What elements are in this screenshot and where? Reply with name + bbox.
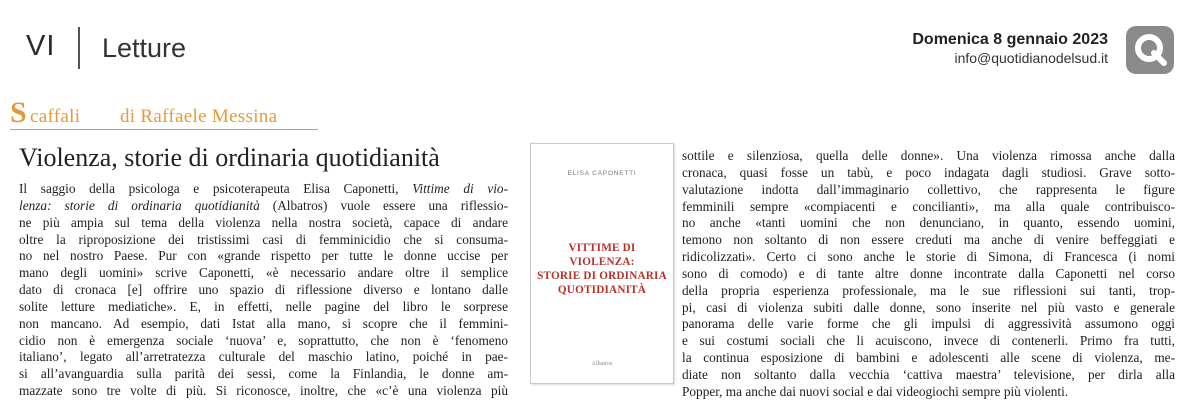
text-line: italiano’, legato all’arretratezza culturale del maschio latino, poiché in pae- [19, 349, 508, 365]
publication-date: Domenica 8 gennaio 2023 [912, 31, 1108, 48]
article-headline: Violenza, storie di ordinaria quotidianità [19, 143, 440, 172]
text-line: sono di comodo) e di tante altre donne incontrate dalla Caponetti nel corso [682, 265, 1175, 281]
rubric-name: caffali [30, 106, 81, 127]
text-line: temono non soltanto di non essere creduti ma anche di venire beffeggiati e [682, 232, 1175, 248]
book-publisher: Albatros [591, 361, 613, 367]
rubric-initial: S [10, 96, 27, 129]
book-title-line: STORIE DI ORDINARIA [537, 270, 667, 282]
text-line: non mancano. Ad esempio, dati Istat alla mano, si scopre che il femmini- [19, 315, 508, 331]
column-rubric [10, 96, 318, 129]
text-line: e sui costumi sociali che li acuiscono, invece di contenerli. Primo fra tutti, [682, 333, 1175, 349]
text-line: ne più ampia sul tema della violenza nella nostra società, capace di andare [19, 214, 508, 230]
book-title-line: VITTIME DI VIOLENZA: [568, 242, 636, 268]
text-line: la continua esposizione di bambini e adolescenti alle scene di violenza, me- [682, 350, 1175, 366]
text-line: femminili sempre «compiacenti e concilianti», ma alla quale contribuisco- [682, 198, 1175, 214]
rubric-underline [10, 129, 318, 131]
text-line: diate non soltanto dalla vecchia ‘cattiva maestra’ televisione, per dirla alla [682, 366, 1175, 382]
rubric-author: di Raffaele Messina [120, 106, 278, 127]
text-line: mano degli uomini» scrive Caponetti, «è necessario andare oltre il semplice [19, 265, 508, 281]
text-line: cronaca, quasi fosse un tabù, e poco indagata dagli studiosi. Grave sotto- [682, 164, 1175, 180]
text-line: Popper, ma anche dai nuovi social e dai videogiochi sempre più violenti. [682, 383, 1069, 399]
text-line: pi, casi di violenza subiti dalle donne, sono inserite nel più vasto e generale [682, 299, 1175, 315]
text-line: lenza: storie di ordinaria quotidianità (Albatros) vuole essere una riflessio- [19, 197, 509, 213]
book-cover [530, 143, 674, 384]
book-author: ELISA CAPONETTI [567, 170, 637, 177]
text-line: Il saggio della psicologa e psicoterapeuta Elisa Caponetti, Vittime di vio- [19, 181, 509, 196]
text-line: valutazione indotta dall’immaginario collettivo, che rappresenta le figure [682, 181, 1175, 197]
text-line: mazzate sono tre volte di più. Si riconosce, inoltre, che «c’è una violenza più [19, 383, 508, 399]
q-logo-icon [1126, 26, 1174, 74]
header-divider [78, 27, 80, 69]
book-title-line: QUOTIDIANITÀ [557, 284, 647, 296]
section-title: Letture [102, 33, 187, 63]
text-line: no anche «tanti uomini che non denunciano, in quanto, essendo uomini, [682, 215, 1175, 231]
text-line: sottile e silenziosa, quella delle donne». Una violenza rimossa anche dalla [682, 148, 1175, 163]
text-line: cidio non è emergenza sociale ‘nuova’ e, soprattutto, che non è ‘fenomeno [19, 332, 508, 348]
header-info [912, 30, 1108, 68]
text-line: no nel nostro Paese. Pur con «grande rispetto per tutte le donne uccise per [19, 248, 508, 264]
book-title [537, 241, 667, 297]
contact-email[interactable]: info@quotidianodelsud.it [954, 50, 1108, 66]
article-column-right [682, 148, 1175, 401]
text-line: panorama delle varie forme che gli impulsi di aggressività assumono oggi [682, 316, 1175, 332]
page-number: VI [26, 30, 56, 62]
text-line: della propria esperienza professionale, ma le sue riflessioni sui tanti, trop- [682, 282, 1175, 298]
text-line: dato di cronaca [e] offrire uno spazio di riflessione diverso e lontano dalle [19, 282, 508, 298]
article-column-left [19, 181, 508, 400]
text-line: oltre la riproposizione dei tristissimi casi di femminicidio che si consuma- [19, 231, 508, 247]
text-line: si all’avanguardia sulla parità dei sessi, come la Finlandia, le donne am- [19, 366, 508, 382]
text-line: solite letture mediatiche». E, in effetti, nelle pagine del libro le sorprese [19, 298, 508, 314]
text-line: ridicolizzati». Certo ci sono anche le storie di Simona, di Francesca (i nomi [682, 249, 1175, 265]
